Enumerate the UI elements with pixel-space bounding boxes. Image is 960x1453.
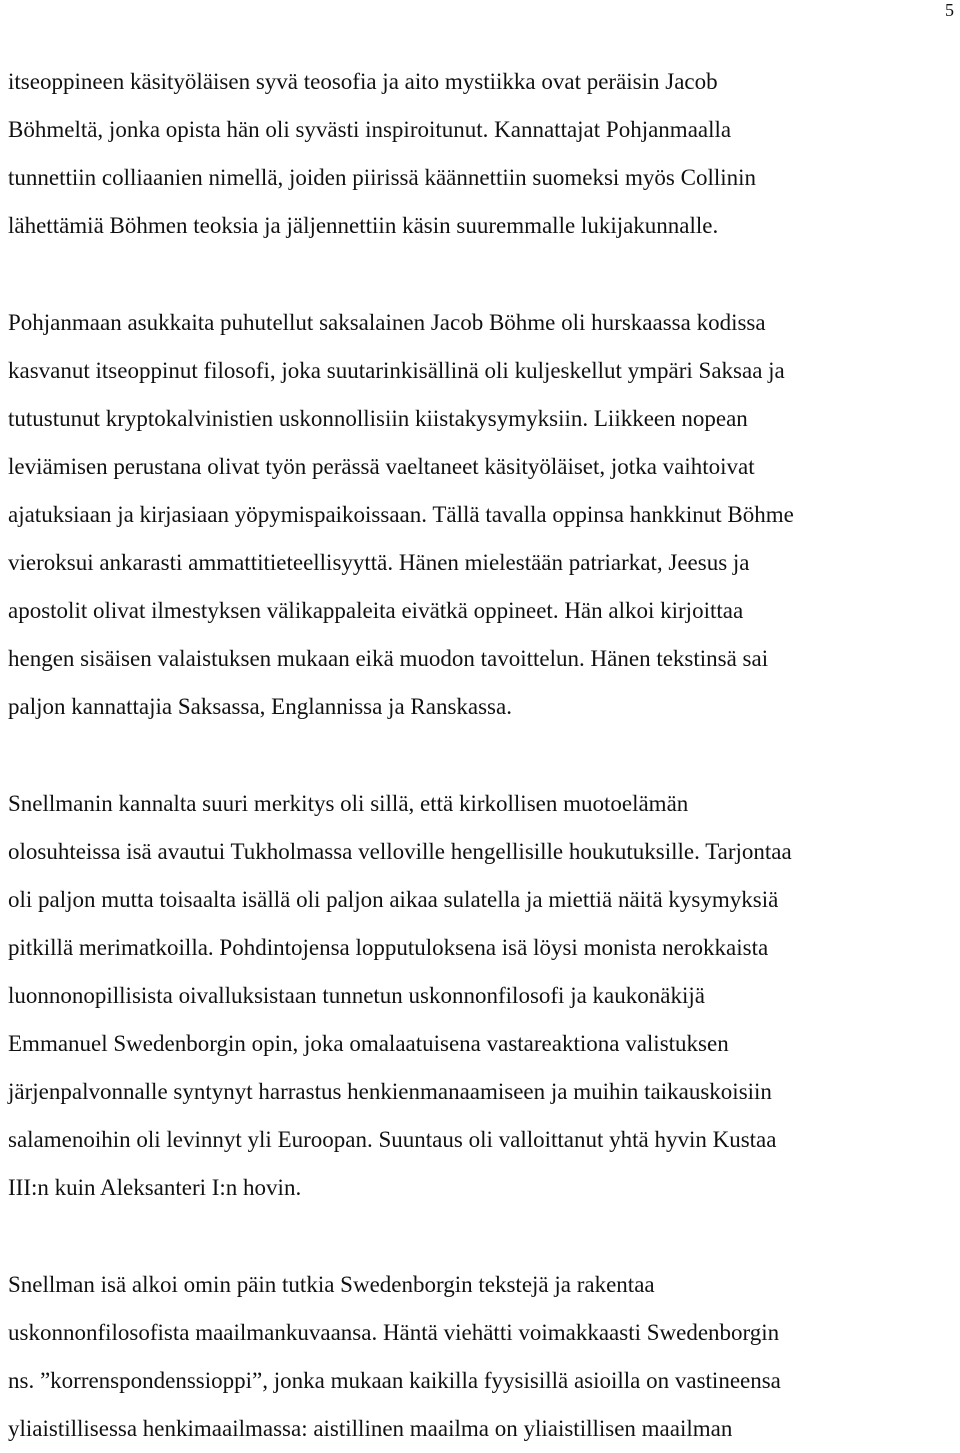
text-line: paljon kannattajia Saksassa, Englannissa ja Ranskassa. bbox=[8, 694, 512, 719]
text-line: tunnettiin colliaanien nimellä, joiden piirissä käännettiin suomeksi myös Collinin bbox=[8, 165, 757, 190]
paragraph-gap bbox=[8, 250, 958, 299]
paragraph-gap bbox=[8, 1212, 958, 1261]
paragraph-3 bbox=[8, 780, 958, 1212]
text-line: tutustunut kryptokalvinistien uskonnollisiin kiistakysymyksiin. Liikkeen nopean bbox=[8, 406, 748, 431]
text-line: yliaistillisessa henkimaailmassa: aistillinen maailma on yliaistillisen maailman bbox=[8, 1416, 733, 1441]
text-line: Emmanuel Swedenborgin opin, joka omalaatuisena vastareaktiona valistuksen bbox=[8, 1031, 729, 1056]
page-number: 5 bbox=[945, 0, 954, 20]
text-line: salamenoihin oli levinnyt yli Euroopan. Suuntaus oli valloittanut yhtä hyvin Kustaa bbox=[8, 1127, 777, 1152]
text-line: luonnonopillisista oivalluksistaan tunnetun uskonnonfilosofi ja kaukonäkijä bbox=[8, 983, 705, 1008]
text-line: Snellman isä alkoi omin päin tutkia Swedenborgin tekstejä ja rakentaa bbox=[8, 1272, 655, 1297]
document-body bbox=[8, 58, 958, 1453]
text-line: olosuhteissa isä avautui Tukholmassa velloville hengellisille houkutuksille. Tarjontaa bbox=[8, 839, 792, 864]
paragraph-2 bbox=[8, 299, 958, 731]
text-line: järjenpalvonnalle syntynyt harrastus henkienmanaamiseen ja muihin taikauskoisiin bbox=[8, 1079, 772, 1104]
text-line: ns. ”korrenspondenssioppi”, jonka mukaan kaikilla fyysisillä asioilla on vastineensa bbox=[8, 1368, 781, 1393]
text-line: hengen sisäisen valaistuksen mukaan eikä muodon tavoittelun. Hänen tekstinsä sai bbox=[8, 646, 769, 671]
paragraph-gap bbox=[8, 731, 958, 780]
paragraph-4 bbox=[8, 1261, 958, 1453]
paragraph-1 bbox=[8, 58, 958, 250]
text-line: leviämisen perustana olivat työn perässä vaeltaneet käsityöläiset, jotka vaihtoivat bbox=[8, 454, 755, 479]
text-line: itseoppineen käsityöläisen syvä teosofia ja aito mystiikka ovat peräisin Jacob bbox=[8, 69, 718, 94]
text-line: kasvanut itseoppinut filosofi, joka suutarinkisällinä oli kuljeskellut ympäri Saksaa ja bbox=[8, 358, 785, 383]
text-line: vieroksui ankarasti ammattitieteellisyyttä. Hänen mielestään patriarkat, Jeesus ja bbox=[8, 550, 750, 575]
text-line: pitkillä merimatkoilla. Pohdintojensa lopputuloksena isä löysi monista nerokkaista bbox=[8, 935, 769, 960]
text-line: apostolit olivat ilmestyksen välikappaleita eivätkä oppineet. Hän alkoi kirjoittaa bbox=[8, 598, 744, 623]
text-line: uskonnonfilosofista maailmankuvaansa. Häntä viehätti voimakkaasti Swedenborgin bbox=[8, 1320, 780, 1345]
text-line: Pohjanmaan asukkaita puhutellut saksalainen Jacob Böhme oli hurskaassa kodissa bbox=[8, 310, 766, 335]
text-line: Snellmanin kannalta suuri merkitys oli sillä, että kirkollisen muotoelämän bbox=[8, 791, 689, 816]
text-line: lähettämiä Böhmen teoksia ja jäljennettiin käsin suuremmalle lukijakunnalle. bbox=[8, 213, 719, 238]
text-line: ajatuksiaan ja kirjasiaan yöpymispaikoissaan. Tällä tavalla oppinsa hankkinut Böhme bbox=[8, 502, 794, 527]
text-line: III:n kuin Aleksanteri I:n hovin. bbox=[8, 1175, 302, 1200]
text-line: Böhmeltä, jonka opista hän oli syvästi inspiroitunut. Kannattajat Pohjanmaalla bbox=[8, 117, 732, 142]
text-line: oli paljon mutta toisaalta isällä oli paljon aikaa sulatella ja miettiä näitä kysymyksiä bbox=[8, 887, 779, 912]
